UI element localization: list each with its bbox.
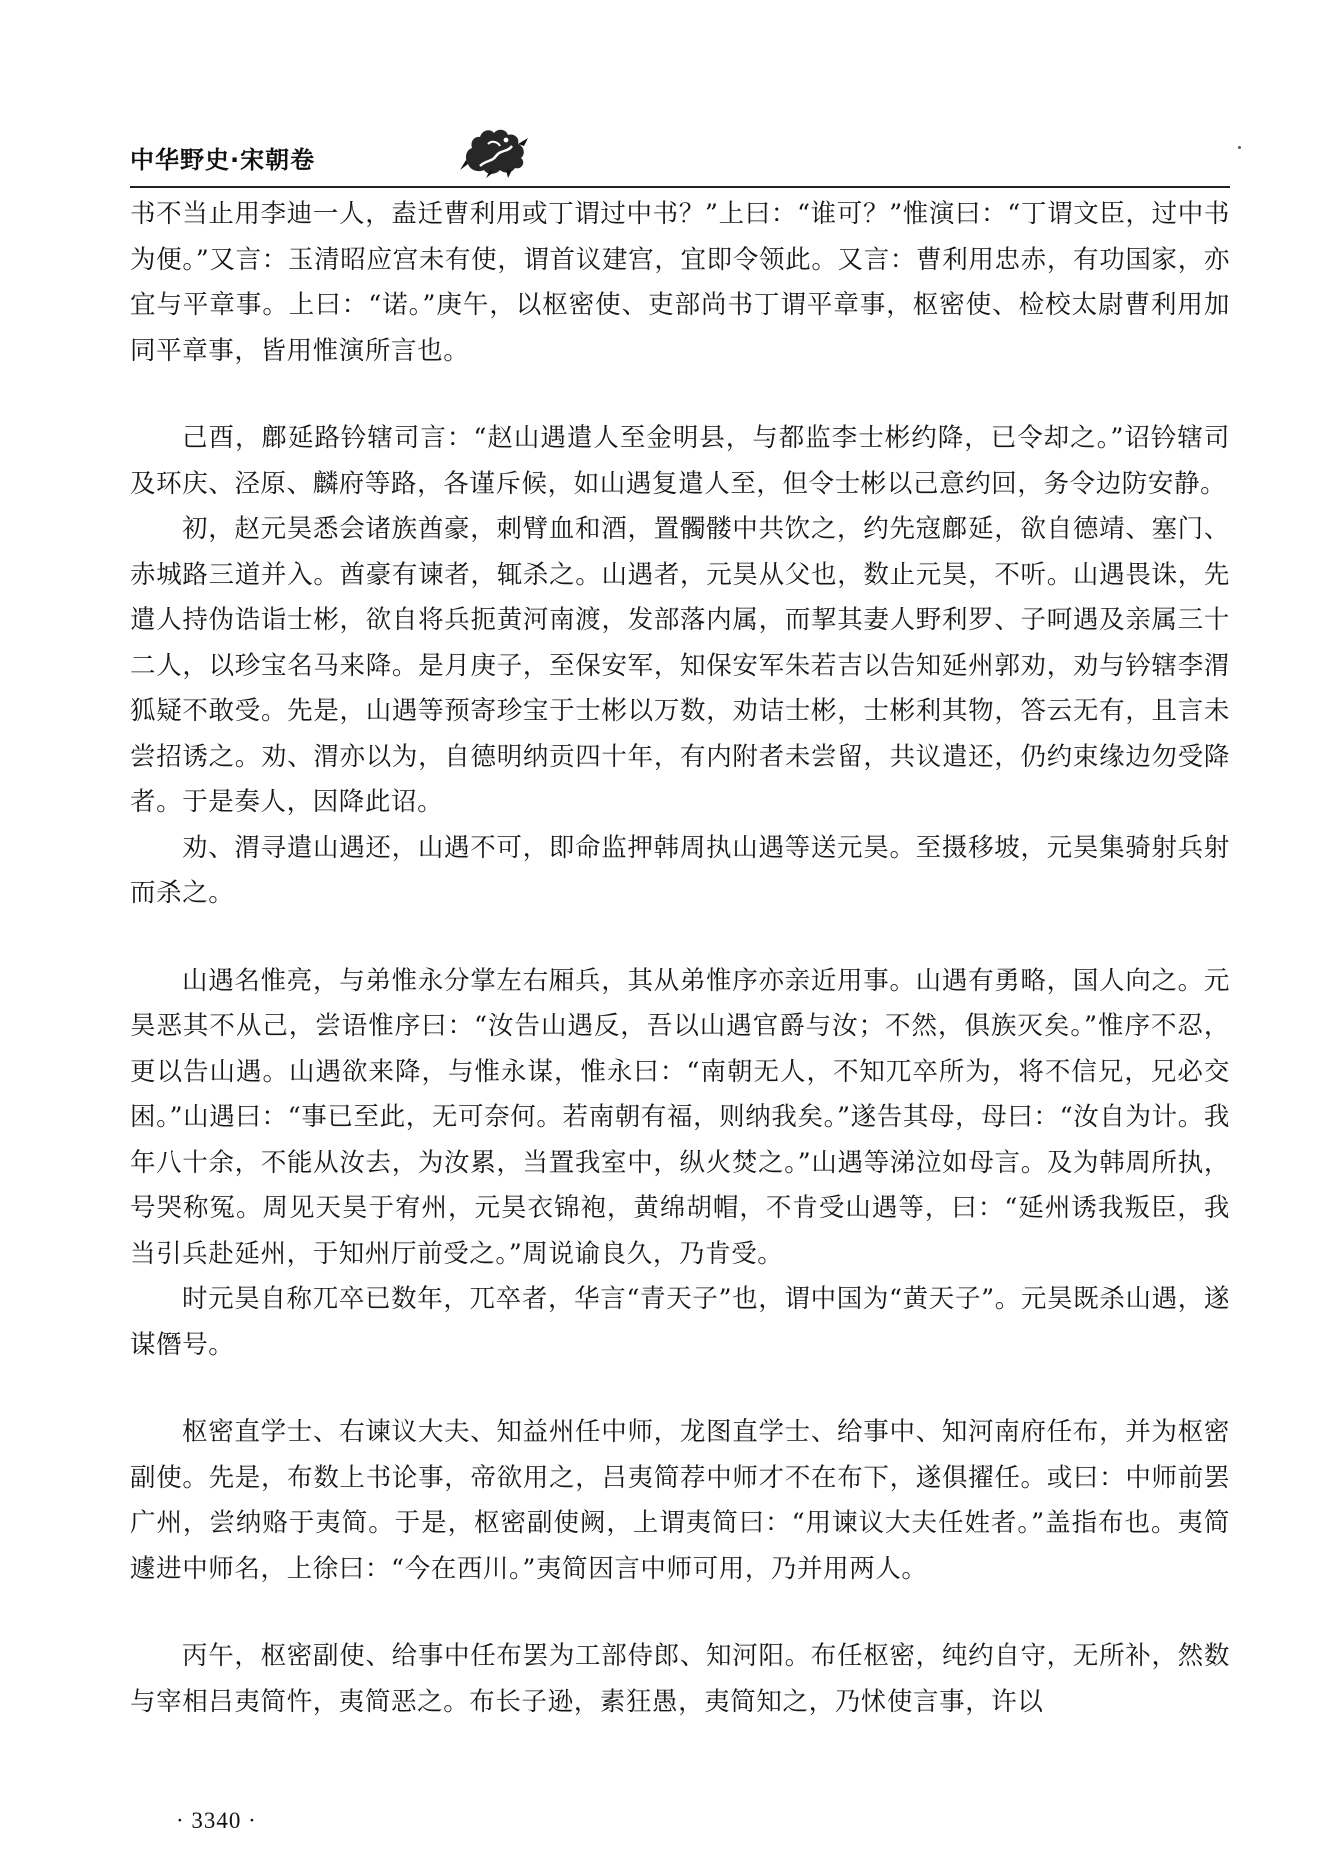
paragraph: 丙午，枢密副使、给事中任布罢为工部侍郎、知河阳。布任枢密，纯约自守，无所补，然数与宰相吕夷简忤，夷简恶之。布长子逊，素狂愚，夷简知之，乃怵使言事，许以 bbox=[130, 1641, 1230, 1717]
page-number: · 3340 · bbox=[176, 1808, 257, 1833]
book-title: 中华野史·宋朝卷 bbox=[130, 146, 316, 174]
paragraph: 己酉，鄜延路钤辖司言：“赵山遇遣人至金明县，与都监李士彬约降，已令却之。”诏钤辖司及环庆、泾原、麟府等路，各谨斥候，如山遇复遣人至，但令士彬以己意约回，务令边防安静。 bbox=[130, 423, 1230, 499]
dragon-icon bbox=[460, 120, 532, 178]
paragraph: 初，赵元昊悉会诸族酋豪，刺臂血和酒，置髑髅中共饮之，约先寇鄜延，欲自德靖、塞门、赤城路三道并入。酋豪有谏者，辄杀之。山遇者，元昊从父也，数止元昊，不听。山遇畏诛，先遣人持伪诰诣士彬，欲自将兵扼黄河南渡，发部落内属，而挈其妻人野利罗、子呵遇及亲属三十二人，以珍宝名马来降。是月庚子，至保安军，知保安军朱若吉以告知延州郭劝，劝与钤辖李渭狐疑不敢受。先是，山遇等预寄珍宝于士彬以万数，劝诘士彬，士彬利其物，答云无有，且言未尝招诱之。劝、渭亦以为，自德明纳贡四十年，有内附者未尝留，共议遣还，仍约束缘边勿受降者。于是奏人，因降此诏。 bbox=[130, 514, 1230, 817]
body-text bbox=[130, 192, 1230, 1725]
paragraph: 枢密直学士、右谏议大夫、知益州任中师，龙图直学士、给事中、知河南府任布，并为枢密副使。先是，布数上书论事，帝欲用之，吕夷简荐中师才不在布下，遂俱擢任。或曰：中师前罢广州，尝纳赂于夷简。于是，枢密副使阙，上谓夷简曰：“用谏议大夫任姓者。”盖指布也。夷简遽进中师名，上徐曰：“今在西川。”夷简因言中师可用，乃并用两人。 bbox=[130, 1417, 1230, 1584]
paragraph: 劝、渭寻遣山遇还，山遇不可，即命监押韩周执山遇等送元昊。至摄移坡，元昊集骑射兵射而杀之。 bbox=[130, 832, 1230, 908]
paragraph: 书不当止用李迪一人，盍迁曹利用或丁谓过中书？”上曰：“谁可？”惟演曰：“丁谓文臣，过中书为便。”又言：玉清昭应宫未有使，谓首议建宫，宜即令领此。又言：曹利用忠赤，有功国家，亦宜与平章事。上曰：“诺。”庚午，以枢密使、吏部尚书丁谓平章事，枢密使、检校太尉曹利用加同平章事，皆用惟演所言也。 bbox=[130, 199, 1230, 366]
header-rule bbox=[130, 186, 1230, 188]
page-header bbox=[130, 128, 1230, 188]
scan-speck bbox=[1238, 146, 1241, 149]
paragraph: 山遇名惟亮，与弟惟永分掌左右厢兵，其从弟惟序亦亲近用事。山遇有勇略，国人向之。元昊恶其不从己，尝语惟序曰：“汝告山遇反，吾以山遇官爵与汝；不然，俱族灭矣。”惟序不忍，更以告山遇。山遇欲来降，与惟永谋，惟永曰：“南朝无人，不知兀卒所为，将不信兄，兄必交困。”山遇曰：“事已至此，无可奈何。若南朝有福，则纳我矣。”遂告其母，母曰：“汝自为计。我年八十余，不能从汝去，为汝累，当置我室中，纵火焚之。”山遇等涕泣如母言。及为韩周所执，号哭称冤。周见天昊于宥州，元昊衣锦袍，黄绵胡帽，不肯受山遇等，曰：“延州诱我叛臣，我当引兵赴延州，于知州厅前受之。”周说谕良久，乃肯受。 bbox=[130, 965, 1230, 1269]
paragraph: 时元昊自称兀卒已数年，兀卒者，华言“青天子”也，谓中国为“黄天子”。元昊既杀山遇，遂谋僭号。 bbox=[130, 1284, 1230, 1360]
